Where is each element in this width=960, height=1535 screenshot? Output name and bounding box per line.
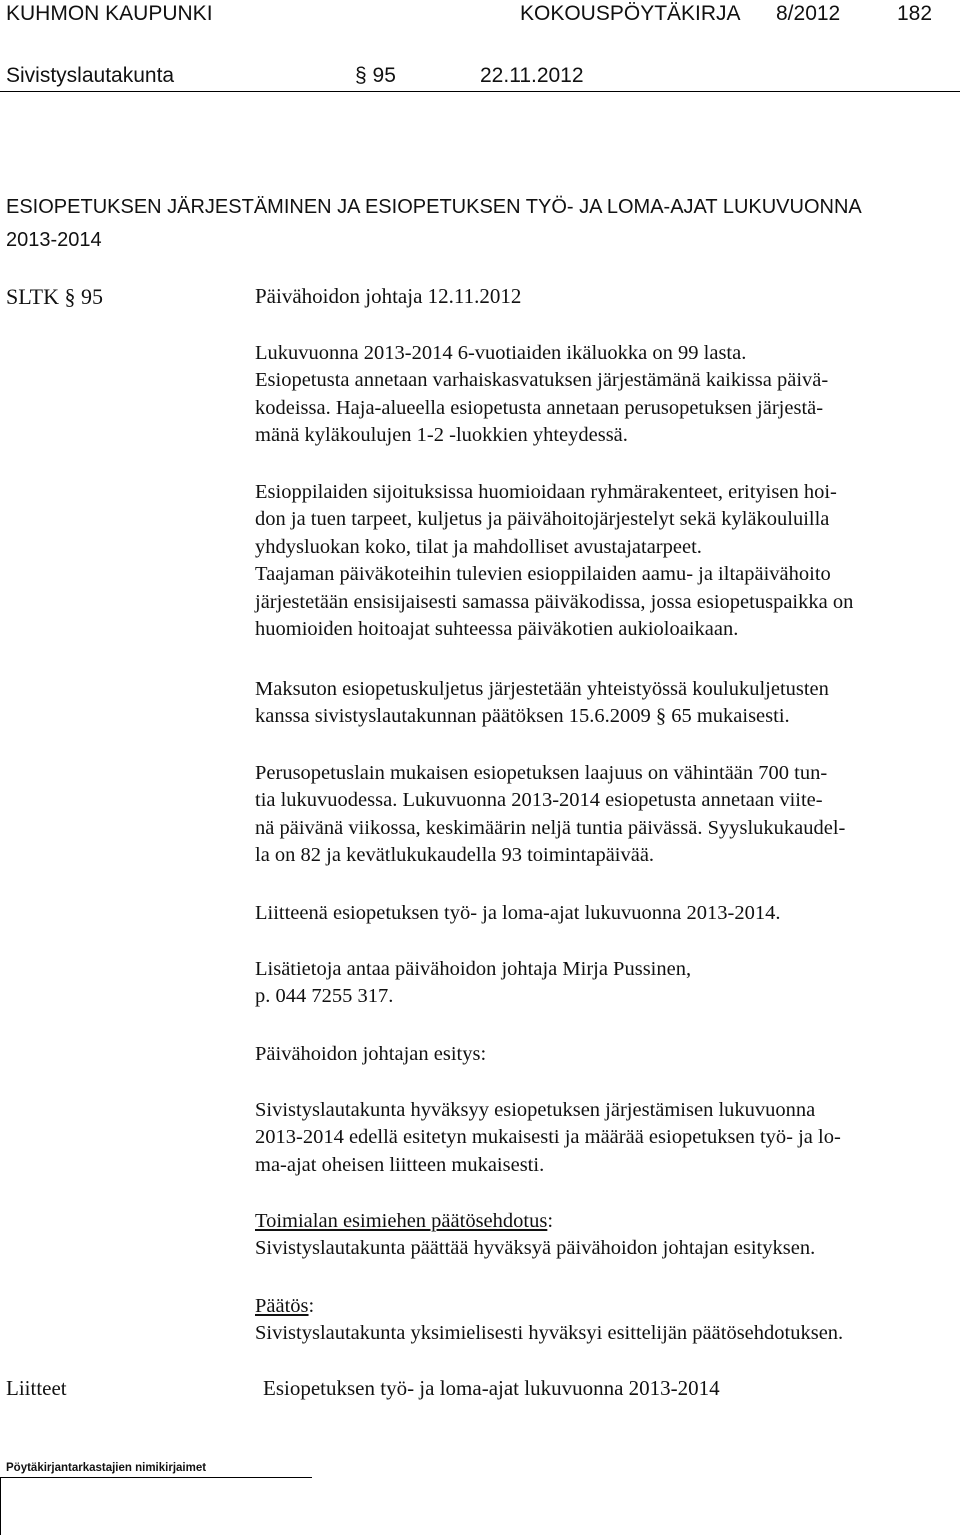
- paragraph-3: [255, 676, 945, 731]
- paragraph-line: p. 044 7255 317.: [255, 985, 394, 1008]
- reference-label: SLTK § 95: [6, 284, 103, 309]
- paragraph-line: mänä kyläkoulujen 1-2 -luokkien yhteydessä.: [255, 424, 628, 447]
- paragraph-line: Lukuvuonna 2013-2014 6-vuotiaiden ikäluokka on 99 lasta.: [255, 342, 747, 364]
- decision-colon: :: [308, 1295, 315, 1317]
- paragraph-line: Sivistyslautakunta hyväksyy esiopetuksen järjestämisen lukuvuonna: [255, 1099, 816, 1121]
- paragraph-line: yhdysluokan koko, tilat ja mahdolliset avustajatarpeet.: [255, 535, 702, 558]
- decision-text: Sivistyslautakunta yksimielisesti hyväksyi esittelijän päätösehdotuksen.: [255, 1322, 844, 1345]
- paragraph-line: nä päivänä viikossa, keskimäärin neljä tuntia päivässä. Syyslukukaudel-: [255, 816, 846, 839]
- attachments-label: Liitteet: [6, 1376, 67, 1400]
- paragraph-line: 2013-2014 edellä esitetyn mukaisesti ja määrää esiopetuksen työ- ja lo-: [255, 1126, 841, 1149]
- paragraph-line: tia lukuvuodessa. Lukuvuonna 2013-2014 esiopetusta annetaan viite-: [255, 789, 823, 812]
- municipality-name: KUHMON KAUPUNKI: [6, 2, 213, 25]
- paragraph-line: Perusopetuslain mukaisen esiopetuksen laajuus on vähintään 700 tun-: [255, 762, 828, 784]
- paragraph-2: [255, 479, 945, 643]
- proposal-text: [255, 1097, 945, 1179]
- paragraph-4: [255, 760, 945, 870]
- decision-label: Päätös: [255, 1295, 309, 1317]
- head-proposal: [255, 1208, 945, 1263]
- signature-box-left-edge: [0, 1477, 1, 1535]
- paragraph-line: kanssa sivistyslautakunnan päätöksen 15.6.2009 § 65 mukaisesti.: [255, 705, 790, 728]
- paragraph-line: järjestetään ensisijaisesti samassa päiväkodissa, jossa esiopetuspaikka on: [255, 590, 854, 613]
- paragraph-line: Esioppilaiden sijoituksissa huomioidaan ryhmärakenteet, erityisen hoi-: [255, 481, 837, 503]
- paragraph-line: huomioiden hoitoajat suhteessa päiväkotien aukioloaikaan.: [255, 618, 739, 641]
- paragraph-line: Esiopetusta annetaan varhaiskasvatuksen järjestämänä kaikissa päivä-: [255, 369, 829, 392]
- document-type: KOKOUSPÖYTÄKIRJA: [520, 2, 741, 25]
- preparer-line: Päivähoidon johtaja 12.11.2012: [255, 284, 522, 308]
- paragraph-line: la on 82 ja kevätlukukaudella 93 toimintapäivää.: [255, 844, 655, 867]
- paragraph-line: Lisätietoja antaa päivähoidon johtaja Mirja Pussinen,: [255, 958, 692, 980]
- document-number: 8/2012: [776, 2, 841, 25]
- paragraph-line: Taajaman päiväkoteihin tulevien esioppilaiden aamu- ja iltapäivähoito: [255, 563, 831, 586]
- head-proposal-colon: :: [547, 1210, 554, 1232]
- signatures-underline: [0, 1477, 312, 1478]
- board-name: Sivistyslautakunta: [6, 64, 175, 87]
- document-title-line1: ESIOPETUKSEN JÄRJESTÄMINEN JA ESIOPETUKSEN TYÖ- JA LOMA-AJAT LUKUVUONNA: [6, 196, 862, 218]
- head-proposal-label: Toimialan esimiehen päätösehdotus: [255, 1210, 548, 1232]
- paragraph-5: [255, 900, 945, 927]
- page-number: 182: [897, 2, 933, 25]
- paragraph-line: ma-ajat oheisen liitteen mukaisesti.: [255, 1153, 545, 1176]
- attachments-text: Esiopetuksen työ- ja loma-ajat lukuvuonna 2013-2014: [263, 1376, 720, 1400]
- head-proposal-text: Sivistyslautakunta päättää hyväksyä päivähoidon johtajan esityksen.: [255, 1237, 816, 1260]
- proposal-label: [255, 1041, 945, 1068]
- header-rule: [0, 91, 960, 92]
- paragraph-line: Maksuton esiopetuskuljetus järjestetään yhteistyössä koulukuljetusten: [255, 678, 829, 700]
- section-number: § 95: [355, 64, 396, 87]
- proposal-label-text: Päivähoidon johtajan esitys:: [255, 1043, 487, 1065]
- paragraph-line: Liitteenä esiopetuksen työ- ja loma-ajat lukuvuonna 2013-2014.: [255, 902, 781, 924]
- signatures-label: Pöytäkirjantarkastajien nimikirjaimet: [6, 1462, 207, 1474]
- paragraph-1: [255, 340, 945, 450]
- decision: [255, 1293, 945, 1348]
- paragraph-line: kodeissa. Haja-alueella esiopetusta annetaan perusopetuksen järjestä-: [255, 396, 824, 419]
- paragraph-6: [255, 956, 945, 1011]
- paragraph-line: don ja tuen tarpeet, kuljetus ja päivähoitojärjestelyt sekä kyläkouluilla: [255, 508, 830, 531]
- meeting-date: 22.11.2012: [480, 64, 584, 87]
- document-title-line2: 2013-2014: [6, 229, 102, 251]
